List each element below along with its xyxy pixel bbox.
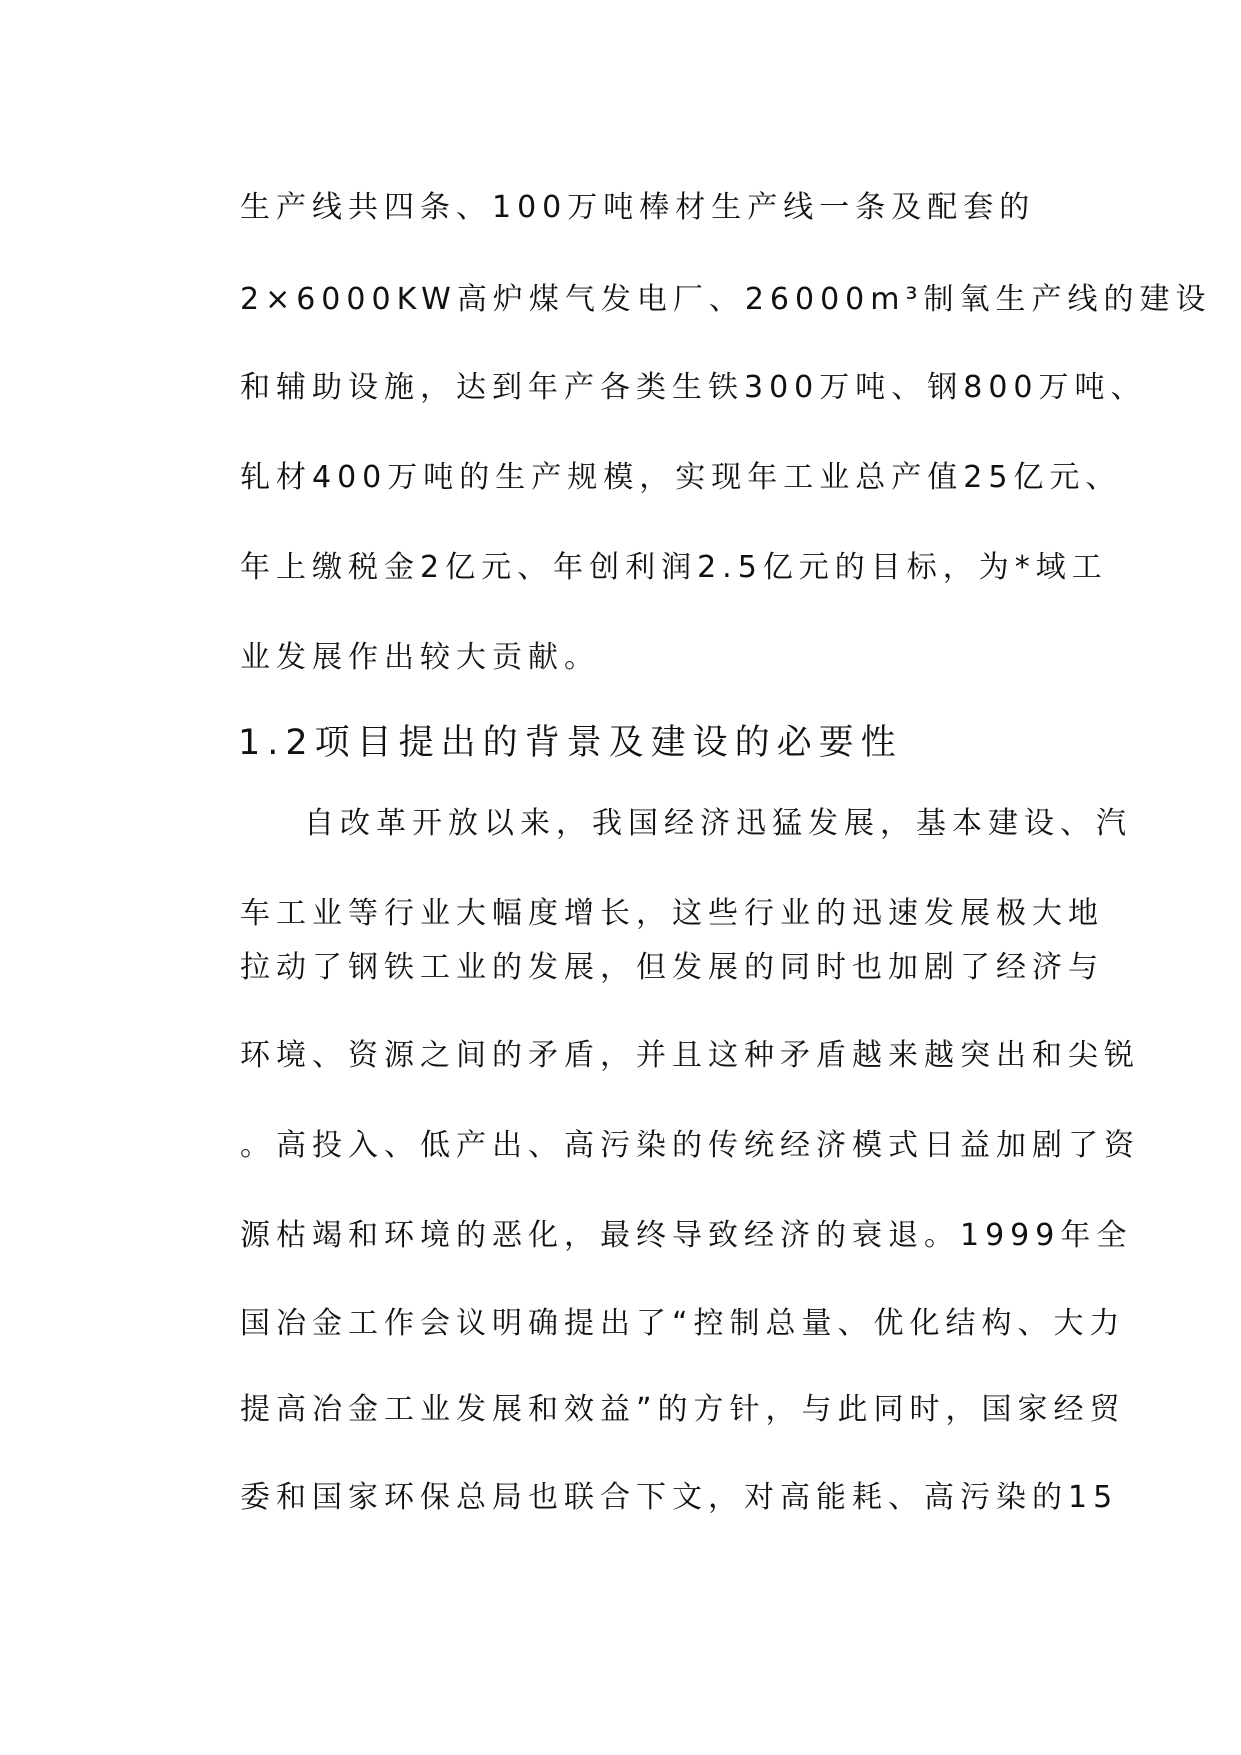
paragraph-line: 年上缴税金2亿元、年创利润2.5亿元的目标，为*域工 [240, 550, 1108, 585]
paragraph-line: 车工业等行业大幅度增长，这些行业的迅速发展极大地 [240, 896, 1104, 931]
paragraph-line: 2×6000KW高炉煤气发电厂、26000m³制氧生产线的建设 [240, 282, 1212, 317]
paragraph-line: 环境、资源之间的矛盾，并且这种矛盾越来越突出和尖锐 [240, 1038, 1140, 1073]
section-heading: 1.2项目提出的背景及建设的必要性 [238, 723, 903, 763]
paragraph-line: 提高冶金工业发展和效益”的方针，与此同时，国家经贸 [240, 1392, 1126, 1427]
paragraph-line: 。高投入、低产出、高污染的传统经济模式日益加剧了资 [240, 1128, 1140, 1163]
paragraph-line: 业发展作出较大贡献。 [240, 640, 600, 675]
paragraph-line: 国冶金工作会议明确提出了“控制总量、优化结构、大力 [240, 1306, 1126, 1341]
paragraph-line: 拉动了钢铁工业的发展，但发展的同时也加剧了经济与 [240, 950, 1104, 985]
paragraph-line: 委和国家环保总局也联合下文，对高能耗、高污染的15 [240, 1480, 1119, 1515]
paragraph-line: 和辅助设施，达到年产各类生铁300万吨、钢800万吨、 [240, 370, 1147, 405]
paragraph-line: 轧材400万吨的生产规模，实现年工业总产值25亿元、 [240, 460, 1122, 495]
paragraph-line: 生产线共四条、100万吨棒材生产线一条及配套的 [240, 190, 1036, 225]
paragraph-line: 自改革开放以来，我国经济迅猛发展，基本建设、汽 [304, 806, 1132, 841]
paragraph-line: 源枯竭和环境的恶化，最终导致经济的衰退。1999年全 [240, 1218, 1133, 1253]
